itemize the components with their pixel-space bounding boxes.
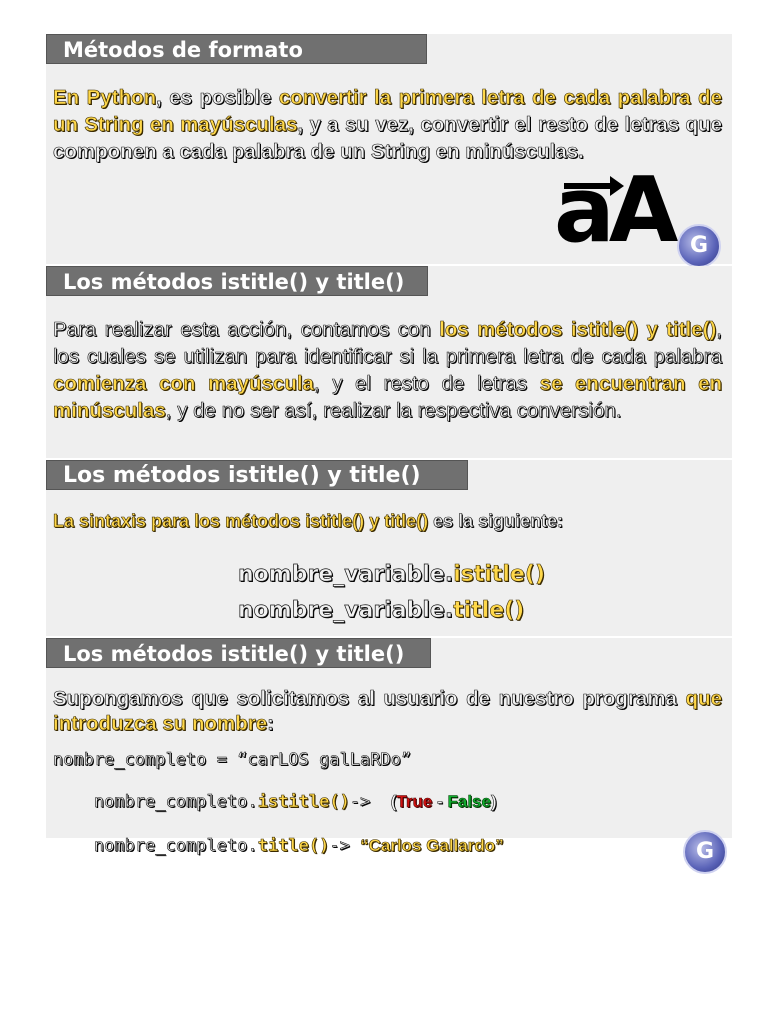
- highlight-text: convertir la primera letra de cada palabra de un String en mayúsculas: [53, 86, 722, 136]
- highlight-text: se encuentran en minúsculas: [53, 372, 722, 422]
- section-istitle-intro: [46, 266, 732, 458]
- section-formato: [46, 34, 732, 264]
- false-value: False: [447, 792, 491, 811]
- highlight-text: En Python: [53, 86, 157, 109]
- body-text: Supongamos que solicitamos al usuario de nuestro programa: [53, 687, 686, 710]
- code-method: title(): [453, 598, 525, 623]
- section-paragraph: [53, 84, 722, 165]
- body-text: , y el resto de letras: [313, 372, 540, 395]
- section-title: Los métodos istitle() y title(): [46, 460, 468, 490]
- section-title: Los métodos istitle() y title(): [46, 638, 431, 668]
- code-method: istitle(): [453, 562, 545, 587]
- body-text: :: [267, 712, 274, 735]
- body-text: , y a su vez, convertir el resto de letras que componen a cada palabra de un String en minúsculas.: [53, 113, 722, 163]
- section-paragraph: [53, 686, 722, 736]
- brand-badge-icon: G: [677, 224, 721, 268]
- code-variable: nombre_completo.: [93, 792, 258, 812]
- syntax-istitle: [238, 562, 545, 587]
- logo-text: aA: [554, 158, 673, 263]
- section-title: Métodos de formato: [46, 34, 427, 64]
- body-text: , es posible: [156, 86, 279, 109]
- highlight-text: los métodos istitle() y title(): [439, 318, 717, 341]
- highlight-text: La sintaxis para los métodos istitle() y title(): [53, 511, 429, 531]
- code-method: title(): [257, 836, 330, 856]
- body-text: Para realizar esta acción, contamos con: [53, 318, 440, 341]
- section-paragraph: [53, 508, 722, 535]
- true-value: True: [396, 792, 433, 811]
- section-paragraph: [53, 316, 722, 424]
- code-line-title: [53, 816, 504, 876]
- code-variable: nombre_variable.: [238, 562, 454, 587]
- section-syntax: [46, 460, 732, 636]
- code-method: istitle(): [257, 792, 350, 812]
- paren: (: [390, 792, 397, 811]
- code-arrow: ->: [349, 792, 391, 812]
- code-result: “Carlos Gallardo”: [360, 836, 504, 855]
- highlight-text: que introduzca su nombre: [53, 687, 722, 735]
- body-text: es la siguiente:: [428, 511, 564, 531]
- body-text: , y de no ser así, realizar la respectiva conversión.: [165, 399, 622, 422]
- separator: -: [432, 792, 448, 811]
- code-arrow: ->: [329, 836, 361, 856]
- body-text: , los cuales se utilizan para identificar si la primera letra de cada palabra: [53, 318, 722, 368]
- section-title: Los métodos istitle() y title(): [46, 266, 428, 296]
- section-example: [46, 638, 732, 864]
- code-variable: nombre_completo.: [93, 836, 258, 856]
- highlight-text: comienza con mayúscula: [53, 372, 314, 395]
- brand-badge-icon: G: [683, 830, 727, 874]
- syntax-title: [238, 598, 524, 623]
- code-line-assign: nombre_completo = “carLOS galLaRDo”: [53, 750, 412, 770]
- code-variable: nombre_variable.: [238, 598, 454, 623]
- paren: ): [490, 792, 497, 811]
